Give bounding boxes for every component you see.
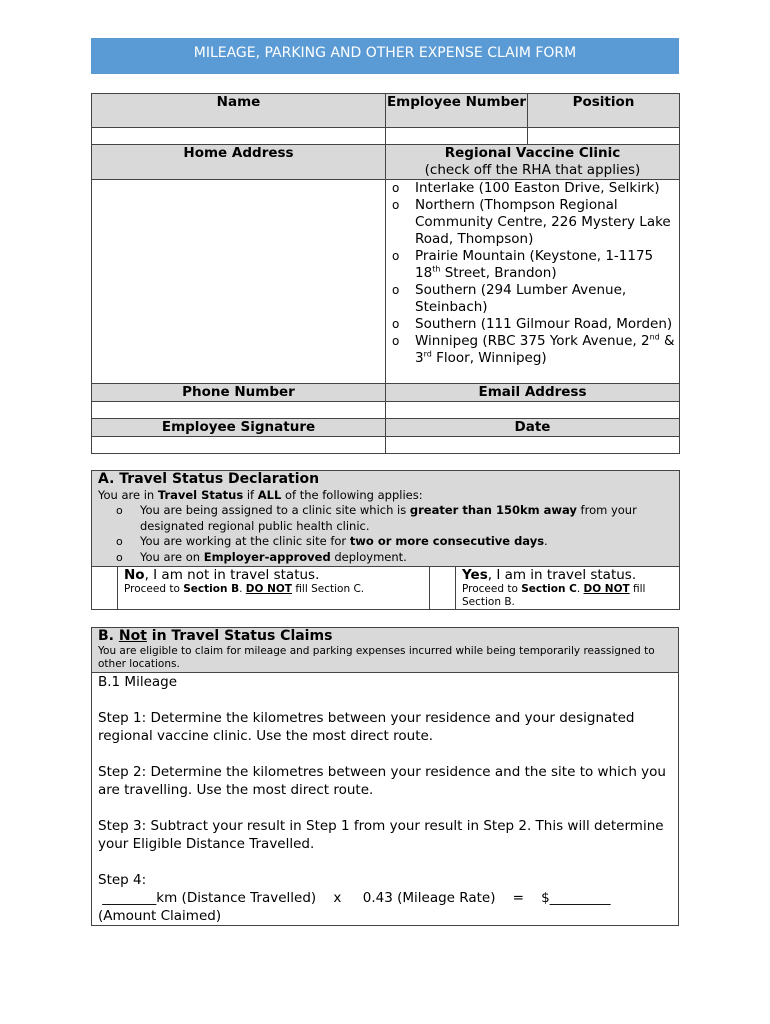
condition-item: o You are being assigned to a clinic site which is greater than 150km away from your designated regional public health clinic.	[116, 503, 637, 533]
clinic-option[interactable]: o Southern (294 Lumber Avenue, Steinbach)	[392, 282, 627, 315]
name-label: Name	[92, 94, 386, 128]
step-1: Step 1: Determine the kilometres between your residence and your designated regional vaccine clinic. Use the most direct route.	[98, 710, 635, 744]
signature-field[interactable]	[92, 437, 386, 454]
no-checkbox[interactable]	[92, 567, 118, 610]
checkbox-bullet-icon[interactable]: o	[392, 317, 400, 331]
employee-number-label: Employee Number	[386, 94, 528, 128]
checkbox-bullet-icon[interactable]: o	[392, 249, 400, 263]
section-a-table	[91, 470, 680, 610]
condition-item: o You are working at the clinic site for two or more consecutive days.	[116, 534, 548, 548]
signature-label: Employee Signature	[92, 419, 386, 437]
section-b-header	[92, 628, 679, 673]
clinic-label: Regional Vaccine Clinic	[444, 145, 621, 161]
form-title: MILEAGE, PARKING AND OTHER EXPENSE CLAIM FORM	[91, 38, 679, 74]
checkbox-bullet-icon[interactable]: o	[392, 283, 400, 297]
step-2: Step 2: Determine the kilometres between your residence and the site to which you are travelling. Use the most direct route.	[98, 764, 666, 798]
clinic-option[interactable]: o Northern (Thompson Regional Community Centre, 226 Mystery Lake Road, Thompson)	[392, 197, 671, 247]
date-label: Date	[386, 419, 680, 437]
section-a-title: A. Travel Status Declaration	[98, 471, 320, 487]
date-field[interactable]	[386, 437, 680, 454]
travel-conditions	[92, 503, 679, 565]
home-address-field[interactable]	[92, 180, 386, 384]
no-option: No, I am not in travel status. Proceed to Section B. DO NOT fill Section C.	[118, 567, 430, 610]
phone-field[interactable]	[92, 402, 386, 419]
clinic-option[interactable]: o Winnipeg (RBC 375 York Avenue, 2nd & 3rd Floor, Winnipeg)	[392, 332, 675, 366]
amount-claimed-label: (Amount Claimed)	[98, 908, 222, 924]
checkbox-bullet-icon[interactable]: o	[392, 334, 400, 348]
email-label: Email Address	[386, 384, 680, 402]
clinic-sub: (check off the RHA that applies)	[424, 162, 641, 178]
mileage-section	[92, 673, 679, 926]
clinic-option[interactable]: o Southern (111 Gilmour Road, Morden)	[392, 316, 673, 332]
clinic-options	[386, 180, 680, 384]
section-b-title: B. Not in Travel Status Claims	[98, 628, 333, 644]
mileage-formula[interactable]: ________km (Distance Travelled) x 0.43 (Mileage Rate) = $_________	[98, 890, 611, 906]
employee-info-table	[91, 93, 680, 454]
checkbox-bullet-icon[interactable]: o	[392, 181, 400, 195]
step-3: Step 3: Subtract your result in Step 1 from your result in Step 2. This will determine your Eligible Distance Travelled.	[98, 818, 664, 852]
home-address-label: Home Address	[92, 145, 386, 180]
condition-item: o You are on Employer-approved deployment.	[116, 549, 407, 564]
email-field[interactable]	[386, 402, 680, 419]
phone-label: Phone Number	[92, 384, 386, 402]
section-a-header	[92, 471, 680, 567]
section-a-intro: You are in Travel Status if ALL of the following applies:	[98, 488, 423, 502]
step-4: Step 4:	[98, 872, 147, 888]
employee-number-field[interactable]	[386, 128, 528, 145]
clinic-header	[386, 145, 680, 180]
name-field[interactable]	[92, 128, 386, 145]
clinic-option[interactable]: o Interlake (100 Easton Drive, Selkirk)	[392, 180, 660, 196]
section-b-intro: You are eligible to claim for mileage and parking expenses incurred while being temporarily reassigned to other locations.	[98, 645, 655, 670]
position-label: Position	[528, 94, 680, 128]
yes-checkbox[interactable]	[430, 567, 456, 610]
position-field[interactable]	[528, 128, 680, 145]
mileage-subtitle: B.1 Mileage	[98, 674, 178, 690]
checkbox-bullet-icon[interactable]: o	[392, 198, 400, 212]
section-b-table	[91, 627, 679, 926]
yes-option: Yes, I am in travel status. Proceed to Section C. DO NOT fill Section B.	[456, 567, 680, 610]
clinic-option[interactable]: o Prairie Mountain (Keystone, 1-1175 18th Street, Brandon)	[392, 248, 654, 281]
